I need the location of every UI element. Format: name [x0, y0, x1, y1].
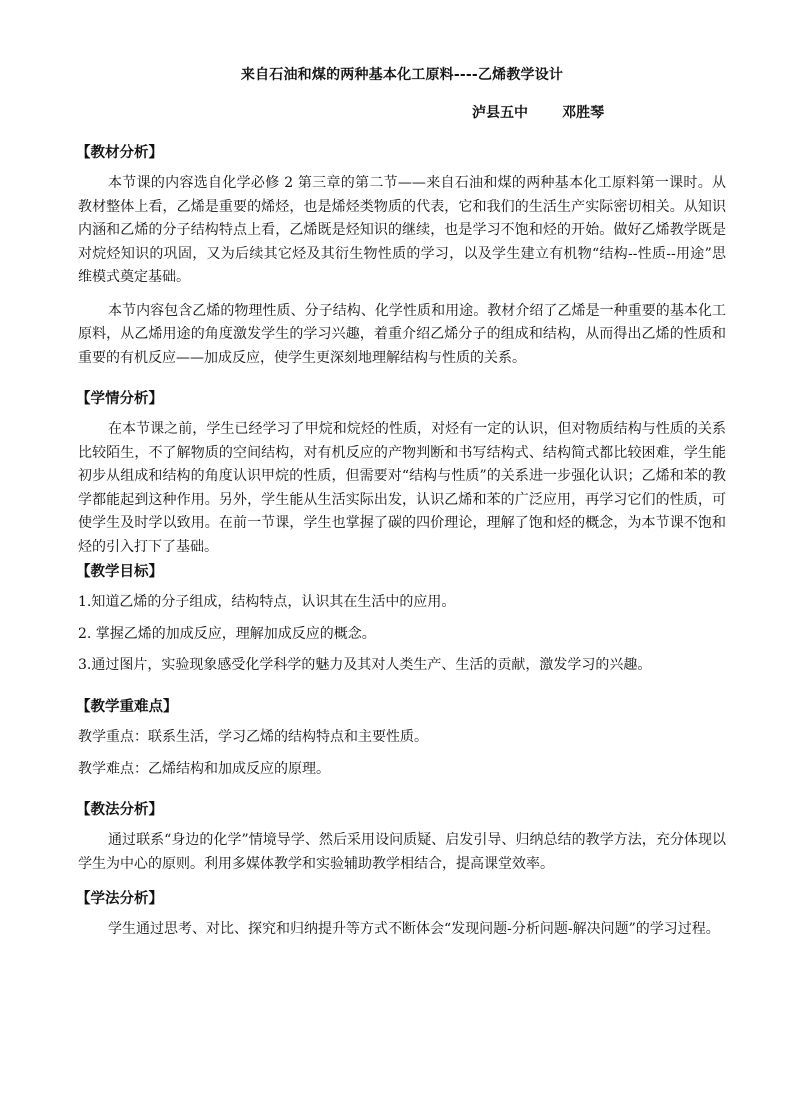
section-learning-methods: [78, 888, 726, 942]
section-teaching-methods: [78, 799, 726, 876]
paragraph: 学生通过思考、对比、探究和归纳提升等方式不断体会“发现问题-分析问题-解决问题”的学习过程。: [108, 921, 720, 937]
section-teaching-objectives: [78, 561, 726, 678]
section-heading: 【教法分析】: [76, 802, 163, 818]
section-heading: 【教学目标】: [76, 564, 163, 580]
section-heading: 【学法分析】: [76, 891, 163, 907]
objective-item: 2. 掌握乙烯的加成反应，理解加成反应的概念。: [78, 625, 376, 642]
section-heading: 【教材分析】: [76, 145, 163, 161]
paragraph: 本节内容包含乙烯的物理性质、分子结构、化学性质和用途。教材介绍了乙烯是一种重要的基本化工原料，从乙烯用途的角度激发学生的学习兴趣，着重介绍乙烯分子的组成和结构，从而得出乙烯的性质和重要的有机反应——加成反应，使学生更深刻地理解结构与性质的关系。: [78, 302, 726, 366]
objective-item: 3.通过图片，实验现象感受化学科学的魅力及其对人类生产、生活的贡献，激发学习的兴趣。: [78, 657, 652, 673]
section-heading: 【学情分析】: [76, 391, 163, 407]
section-textbook-analysis: [78, 142, 726, 370]
document-title: 来自石油和煤的两种基本化工原料----乙烯教学设计: [240, 67, 564, 83]
paragraph: 在本节课之前，学生已经学习了甲烷和烷烃的性质，对烃有一定的认识，但对物质结构与性质的关系比较陌生，不了解物质的空间结构，对有机反应的产物判断和书写结构式、结构简式都比较困难，学生能初步从组成和结构的角度认识甲烷的性质，但需要对“结构与性质”的关系进一步强化认识；乙烯和苯的教学都能起到这种作用。另外，学生能从生活实际出发，认识乙烯和苯的广泛应用，再学习它们的性质，可使学生及时学以致用。在前一节课，学生也掌握了碳的四价理论，理解了饱和烃的概念，为本节课不饱和烃的引入打下了基础。: [78, 421, 726, 555]
paragraph: 本节课的内容选自化学必修 2 第三章的第二节——来自石油和煤的两种基本化工原料第一课时。从教材整体上看，乙烯是重要的烯烃，也是烯烃类物质的代表，它和我们的生活生产实际密切相关。从知识内涵和乙烯的分子结构特点上看，乙烯既是烃知识的继续，也是学习不饱和烃的开始。做好乙烯教学既是对烷烃知识的巩固，又为后续其它烃及其衍生物性质的学习，以及学生建立有机物“结构--性质--用途”思维模式奠定基础。: [78, 175, 726, 285]
key-point-item: 教学重点：联系生活，学习乙烯的结构特点和主要性质。: [78, 729, 428, 745]
author-line: 泸县五中 邓胜琴: [472, 105, 605, 121]
section-key-points: [78, 696, 726, 781]
paragraph: 通过联系“身边的化学”情境导学、然后采用设问质疑、启发引导、归纳总结的教学方法，充分体现以学生为中心的原则。利用多媒体教学和实验辅助教学相结合，提高课堂效率。: [78, 832, 726, 872]
difficult-point-item: 教学难点：乙烯结构和加成反应的原理。: [78, 760, 330, 777]
section-heading: 【教学重难点】: [76, 699, 178, 715]
section-student-analysis: [78, 388, 726, 559]
objective-item: 1.知道乙烯的分子组成，结构特点，认识其在生活中的应用。: [78, 594, 456, 610]
